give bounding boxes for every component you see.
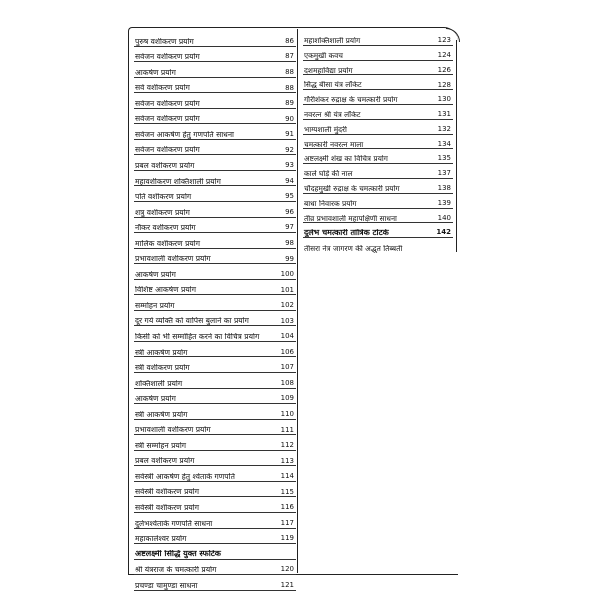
contents-entry [134,466,296,482]
entry-page-number: 90 [285,114,294,123]
entry-title: सम्मोहन प्रयोग [135,301,175,310]
entry-title: शक्तिशाली प्रयोग [135,379,183,388]
contents-entry [134,357,296,373]
entry-title: दुर्लभश्वेतार्क गणपति साधना [135,519,213,528]
entry-title: महाशक्तिशाली प्रयोग [304,37,361,45]
contents-entry [303,209,453,224]
entry-page-number: 137 [437,169,451,178]
entry-page-number: 92 [285,145,294,154]
contents-entry [303,46,453,61]
contents-entry [303,149,453,164]
entry-page-number: 113 [280,456,294,465]
entry-page-number: 130 [437,95,451,104]
entry-title: प्रबल वशीकरण प्रयोग [135,457,195,466]
entry-page-number: 99 [285,254,294,263]
entry-page-number: 142 [436,228,451,237]
entry-title: आकर्षण प्रयोग [135,270,176,279]
contents-entry [303,223,453,238]
contents-entry [303,179,453,194]
entry-title: एकमुखी कवच [304,51,343,60]
entry-page-number: 86 [285,36,294,45]
entry-title: स्त्री वशीकरण प्रयोग [135,364,190,373]
entry-page-number: 126 [437,65,451,74]
entry-title: दुर्लभ चमत्कारी तांत्रिक टोटके [304,228,389,237]
contents-entry [134,404,296,420]
contents-right-column [303,31,453,253]
entry-title: महाकालेश्वर प्रयोग [135,535,187,544]
entry-page-number: 89 [285,99,294,108]
entry-page-number: 103 [280,316,294,325]
contents-entry [134,31,296,47]
contents-entry [303,31,453,46]
entry-page-number: 107 [280,363,294,372]
entry-title: श्री यंत्रराज के चमत्कारी प्रयोग [135,566,217,575]
entry-title: स्त्री आकर्षण प्रयोग [135,410,188,419]
entry-page-number: 111 [280,425,294,434]
entry-page-number: 106 [280,347,294,356]
contents-entry [134,47,296,63]
entry-title: चौदहमुखी रुद्राक्ष के चमत्कारी प्रयोग [304,185,400,193]
entry-page-number: 93 [285,161,294,170]
contents-entry [303,120,453,135]
contents-entry [134,482,296,498]
entry-page-number: 88 [285,83,294,92]
contents-entry [134,249,296,265]
entry-page-number: 95 [285,192,294,201]
entry-title: सर्वजन आकर्षण हेतु गणपति साधना [135,130,235,139]
entry-page-number: 115 [280,487,294,496]
contents-entry [303,105,453,120]
entry-title: प्रचण्डा चामुण्डा साधना [135,581,198,590]
entry-page-number: 91 [285,130,294,139]
entry-page-number: 117 [280,518,294,527]
contents-entry [134,389,296,405]
contents-entry [303,61,453,76]
entry-title: शत्रु वशीकरण प्रयोग [135,208,190,217]
entry-title: महावशीकरण शक्तिशाली प्रयोग [135,177,221,186]
contents-entry [134,218,296,234]
entry-title: प्रबल वशीकरण प्रयोग [135,161,195,170]
contents-entry [134,420,296,436]
contents-entry [303,75,453,90]
entry-title: भाग्यशाली मुंदरी [304,125,347,134]
entry-title: नौकर वशीकरण प्रयोग [135,224,196,233]
entry-title: तीव्र प्रभावशाली महापक्षिणी साधना [304,214,397,223]
contents-entry [134,544,296,560]
entry-title: दूर गये व्यक्ति को वापिस बुलाने का प्रयोग [135,317,249,326]
entry-title: आकर्षण प्रयोग [135,68,176,77]
entry-title: बाधा निवारक प्रयोग [304,199,357,208]
entry-page-number: 119 [280,534,294,543]
entry-title: तीसरा नेत्र जागरण की अद्भुत तिब्बती [304,245,403,253]
entry-title: आकर्षण प्रयोग [135,395,176,404]
contents-entry [303,164,453,179]
contents-entry [134,155,296,171]
entry-title: सिद्ध बीसा यंत्र लॉकेट [304,81,362,90]
entry-title: काले घोड़े की नाल [304,170,353,178]
contents-entry [134,264,296,280]
contents-entry [134,326,296,342]
entry-title: दशमहाविद्या प्रयोग [304,66,353,75]
entry-page-number: 109 [280,394,294,403]
entry-title: सर्वजन वशीकरण प्रयोग [135,146,200,155]
entry-title: किसी को भी सम्मोहित करने का विचित्र प्रयोग [135,332,260,341]
entry-title: मालिक वशीकरण प्रयोग [135,239,201,248]
contents-entry [303,194,453,209]
contents-entry [134,93,296,109]
entry-page-number: 140 [437,213,451,222]
contents-entry [134,78,296,94]
entry-title: सर्व वशीकरण प्रयोग [135,84,190,93]
entry-title: गौरीशंकर रुद्राक्ष के चमत्कारी प्रयोग [304,96,398,104]
entry-page-number: 97 [285,223,294,232]
entry-page-number: 101 [280,285,294,294]
contents-entry [303,90,453,105]
contents-entry [134,140,296,156]
entry-page-number: 128 [437,80,451,89]
entry-title: पति वशीकरण प्रयोग [135,193,192,202]
entry-title: चमत्कारी नवरत्न माला [304,140,364,149]
entry-page-number: 110 [280,409,294,418]
entry-page-number: 132 [437,124,451,133]
entry-title: सर्वजन वशीकरण प्रयोग [135,99,200,108]
entry-page-number: 121 [280,581,294,589]
entry-title: सर्वस्त्री वशीकरण प्रयोग [135,503,200,512]
entry-page-number: 131 [437,110,451,119]
entry-title: अष्टलक्ष्मी सिद्धि युक्त स्फटिक [135,550,221,559]
entry-title: प्रभावशाली वशीकरण प्रयोग [135,255,211,264]
contents-entry [134,435,296,451]
contents-entry [134,280,296,296]
entry-page-number: 134 [437,139,451,148]
contents-entry [134,62,296,78]
entry-title: स्त्री सम्मोहन प्रयोग [135,441,187,450]
entry-page-number: 135 [437,154,451,163]
entry-title: विशिष्ट आकर्षण प्रयोग [135,286,197,295]
contents-entry [303,238,453,253]
contents-entry [134,202,296,218]
entry-page-number: 139 [437,198,451,207]
entry-page-number: 108 [280,378,294,387]
entry-title: सर्वस्त्री आकर्षण हेतु श्वेतार्क गणपति [135,472,235,481]
contents-entry [134,233,296,249]
contents-entry [134,575,296,591]
contents-entry [134,295,296,311]
contents-left-column [134,31,296,591]
entry-page-number: 120 [280,565,294,574]
entry-page-number: 87 [285,52,294,61]
entry-page-number: 100 [280,270,294,279]
entry-title: अष्टलक्ष्मी शंख का विचित्र प्रयोग [304,155,388,164]
entry-page-number: 124 [437,50,451,59]
entry-page-number: 123 [437,36,451,45]
entry-page-number: 116 [280,503,294,512]
contents-entry [303,135,453,150]
entry-title: प्रभावशाली वशीकरण प्रयोग [135,426,211,435]
entry-title: नवरत्न श्री यंत्र लॉकेट [304,111,361,119]
contents-entry [134,342,296,358]
entry-page-number: 102 [280,301,294,310]
contents-entry [134,171,296,187]
entry-page-number: 88 [285,67,294,76]
entry-title: पुरुष वशीकरण प्रयोग [135,37,194,46]
contents-entry [134,311,296,327]
contents-entry [134,186,296,202]
contents-entry [134,513,296,529]
contents-entry [134,124,296,140]
contents-entry [134,529,296,545]
entry-title: सर्वजन वशीकरण प्रयोग [135,53,200,62]
entry-page-number: 96 [285,207,294,216]
contents-entry [134,109,296,125]
entry-page-number: 94 [285,176,294,185]
entry-title: सर्वस्त्री वशीकरण प्रयोग [135,488,200,497]
column-divider [297,29,298,573]
entry-title: स्त्री आकर्षण प्रयोग [135,348,188,357]
page-right-edge [456,40,457,252]
contents-entry [134,451,296,467]
entry-page-number: 114 [280,472,294,481]
contents-entry [134,373,296,389]
entry-page-number: 138 [437,184,451,193]
entry-page-number: 104 [280,332,294,341]
entry-page-number: 98 [285,238,294,247]
entry-title: सर्वजन वशीकरण प्रयोग [135,115,200,124]
contents-entry [134,497,296,513]
contents-entry [134,560,296,576]
entry-page-number: 112 [280,441,294,450]
